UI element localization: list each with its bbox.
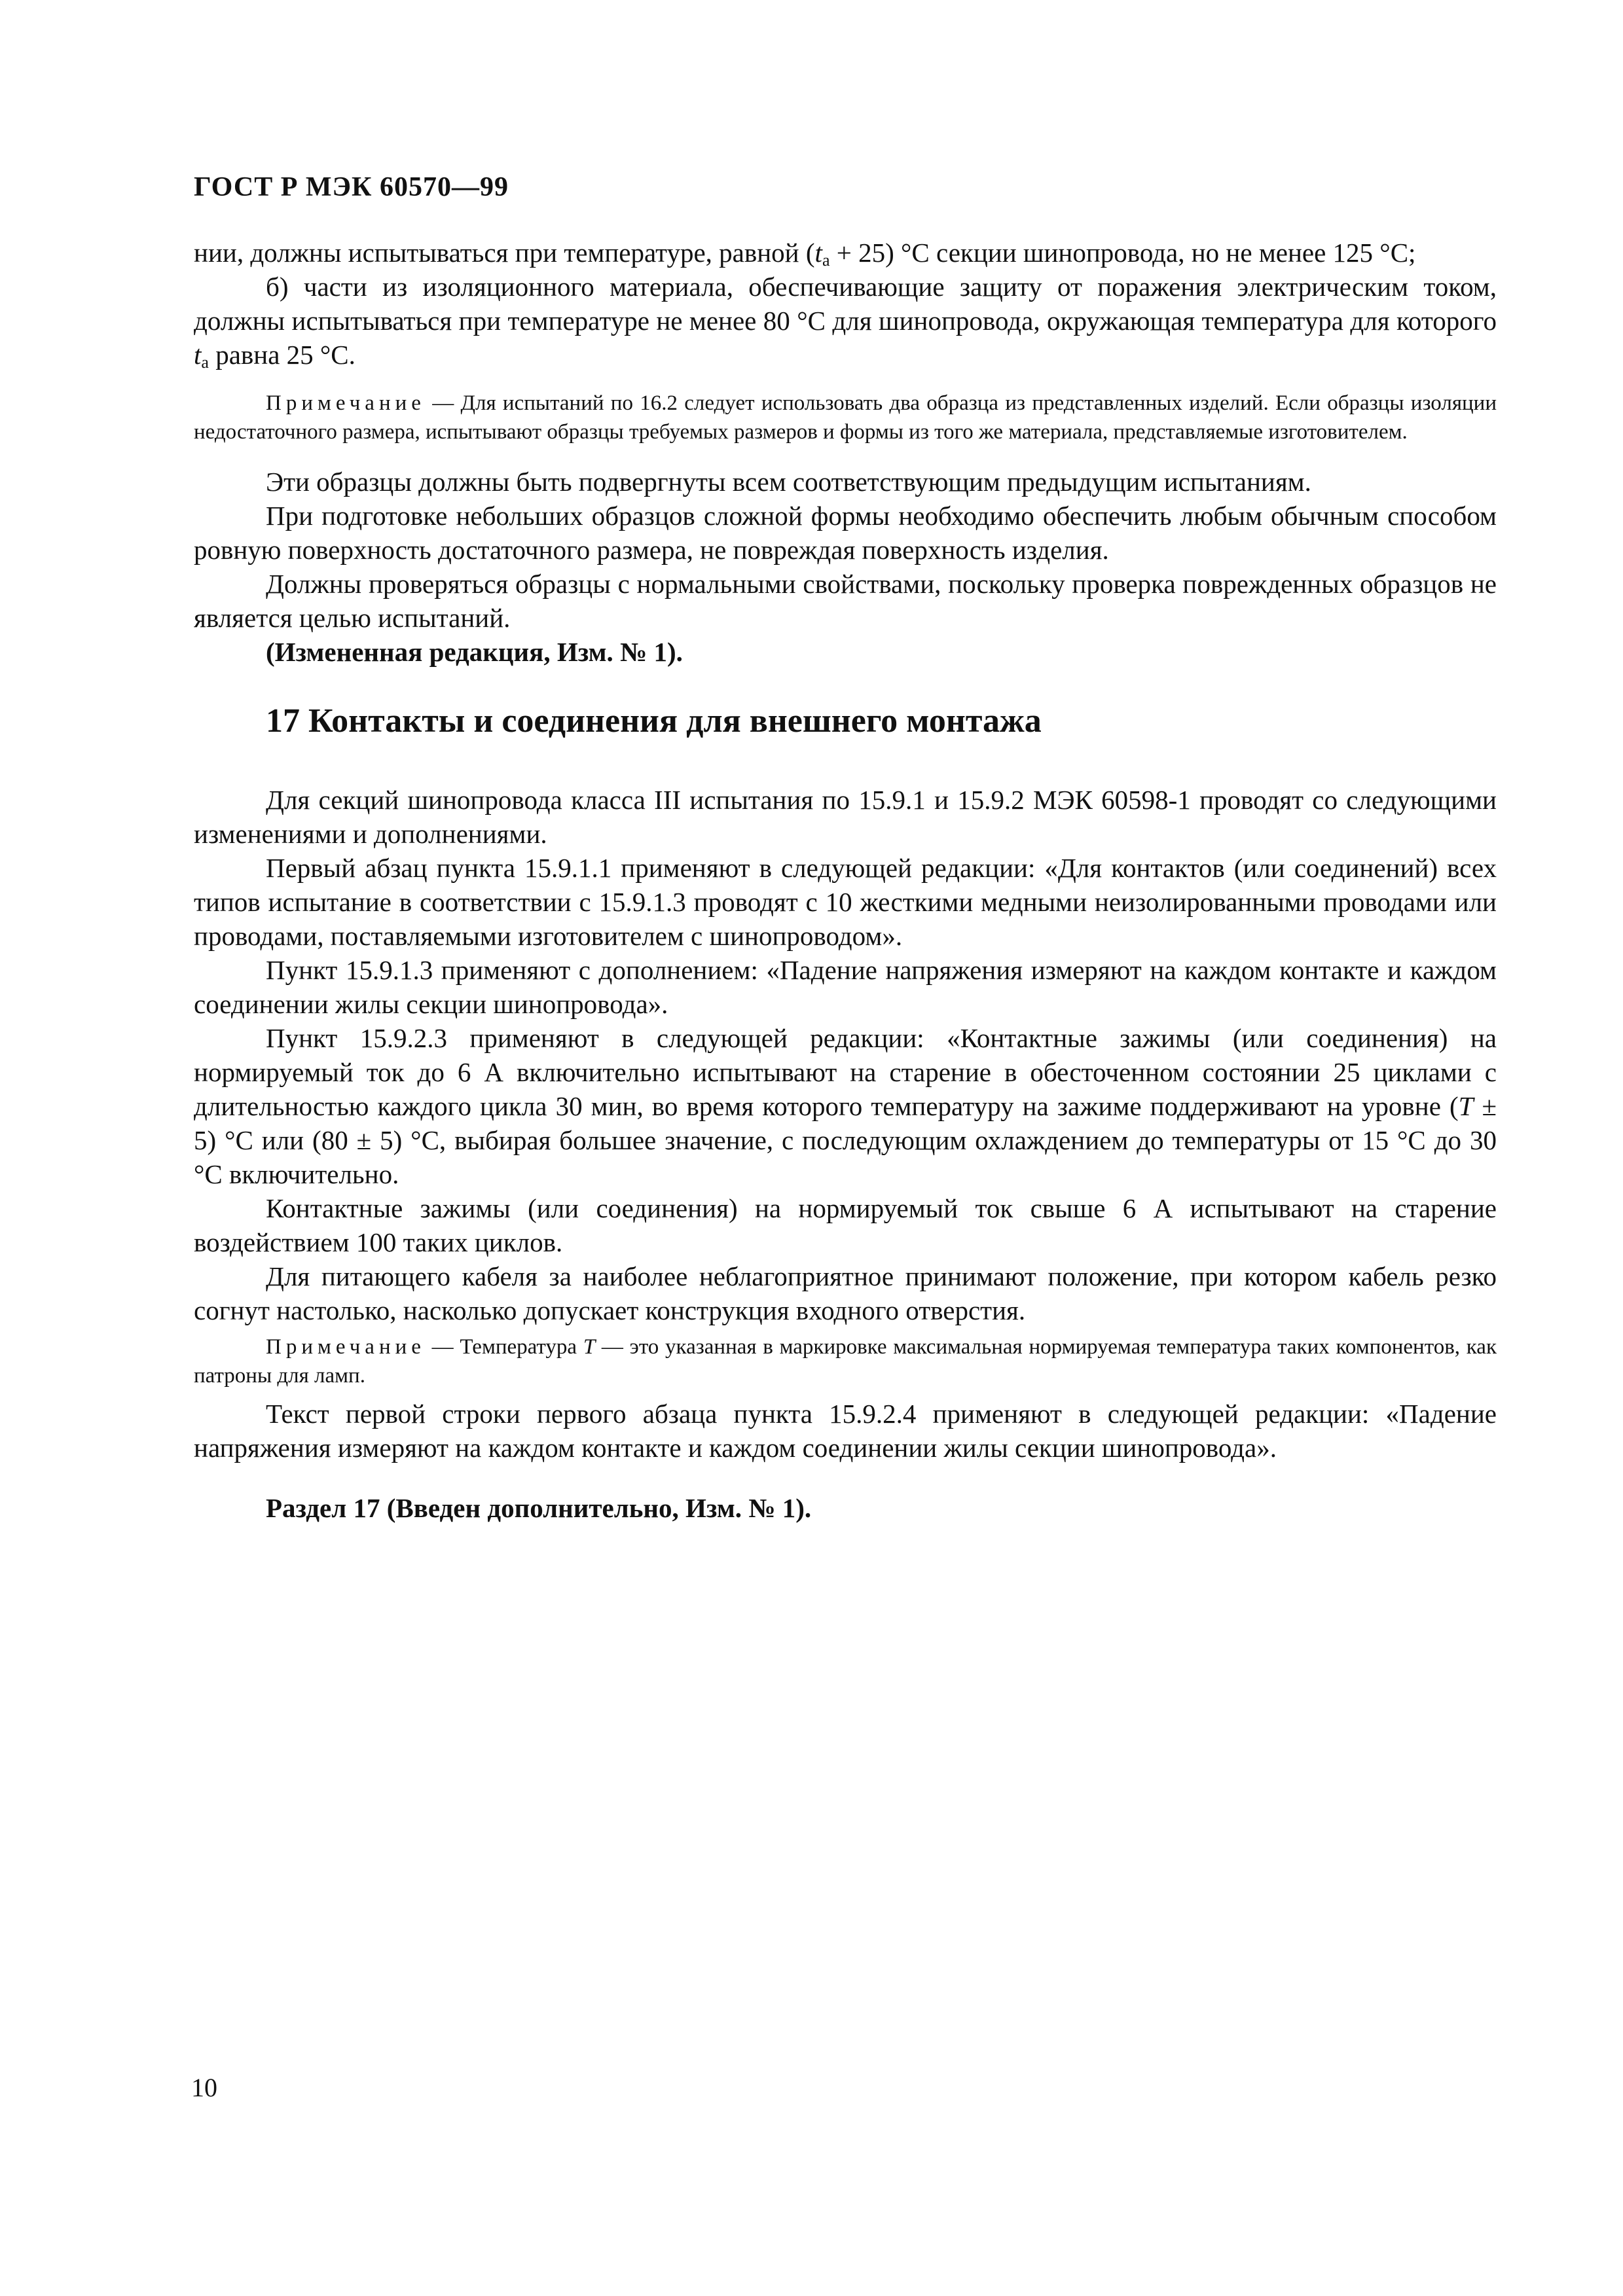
section-paragraph-3: Пункт 15.9.1.3 применяют с дополнением: «Падение напряжения измеряют на каждом контакте и каждом соединении жилы секции шинопровода».: [194, 955, 1497, 1019]
text-span: ± 5) °С или (80 ± 5) °С, выбирая большее значение, с последующим охлаждением до температуры от 15 °С до 30 °С включительно.: [194, 1091, 1497, 1189]
text-span: нии, должны испытываться при температуре, равной (: [194, 238, 815, 268]
section-paragraph-7: Текст первой строки первого абзаца пункта 15.9.2.4 применяют в следующей редакции: «Падение напряжения измеряют на каждом контакте и каждом соединении жилы секции шинопровода».: [194, 1399, 1497, 1463]
document-header: ГОСТ Р МЭК 60570—99: [194, 172, 509, 202]
note-1: [194, 389, 1497, 446]
section-paragraph-6: Для питающего кабеля за наиболее неблагоприятное принимают положение, при котором кабель резко согнут настолько, насколько допускает конструкция входного отверстия.: [194, 1261, 1497, 1325]
section-paragraph-4: [194, 1021, 1497, 1191]
amendment-note: (Измененная редакция, Изм. № 1).: [266, 637, 683, 667]
text-span: равна 25 °С.: [208, 340, 356, 370]
note-label: Примечание: [266, 391, 426, 415]
section-paragraph-1: Для секций шинопровода класса III испытания по 15.9.1 и 15.9.2 МЭК 60598-1 проводят со следующими изменениями и дополнениями.: [194, 785, 1497, 849]
paragraph-continuation: [194, 236, 1497, 270]
text-span: + 25) °С секции шинопровода, но не менее 125 °С;: [830, 238, 1416, 268]
section-paragraph-5: Контактные зажимы (или соединения) на нормируемый ток свыше 6 А испытывают на старение воздействием 100 таких циклов.: [194, 1193, 1497, 1257]
section-paragraph-2: Первый абзац пункта 15.9.1.1 применяют в следующей редакции: «Для контактов (или соединений) всех типов испытание в соответствии с 15.9.1.3 проводят с 10 жесткими медными неизолированными проводами или проводами, поставляемыми изготовителем с шинопроводом».: [194, 853, 1497, 951]
note-label: Примечание: [266, 1335, 426, 1359]
paragraph-normal-properties: Должны проверяться образцы с нормальными свойствами, поскольку проверка поврежденных образцов не является целью испытаний.: [194, 569, 1497, 633]
variable-T: T: [583, 1335, 596, 1359]
note-text: — это указанная в маркировке максимальная нормируемая температура таких компонентов, как патроны для ламп.: [194, 1335, 1497, 1388]
variable-T: T: [1458, 1091, 1474, 1121]
variable-t: t: [194, 340, 202, 370]
subscript-a: a: [201, 353, 209, 372]
page-content: [194, 236, 1497, 1525]
paragraph-item-b: [194, 270, 1497, 372]
page-number: 10: [191, 2073, 217, 2102]
subscript-a: a: [822, 251, 830, 270]
variable-t: t: [814, 238, 822, 268]
section-amendment-note: Раздел 17 (Введен дополнительно, Изм. № 1).: [266, 1493, 812, 1523]
paragraph-samples: Эти образцы должны быть подвергнуты всем соответствующим предыдущим испытаниям.: [266, 467, 1311, 497]
text-span: Пункт 15.9.2.3 применяют в следующей редакции: «Контактные зажимы (или соединения) на нормируемый ток до 6 А включительно испытывают на старение в обесточенном состоянии 25 циклами с длительностью каждого цикла 30 мин, во время которого температуру на зажиме поддерживают на уровне (: [194, 1023, 1497, 1121]
note-text: — Для испытаний по 16.2 следует использовать два образца из представленных изделий. Если образцы изоляции недостаточного размера, испытывают образцы требуемых размеров и формы из того же материала, представляемые изготовителем.: [194, 391, 1497, 444]
note-2: [194, 1333, 1497, 1390]
note-text: — Температура: [425, 1335, 583, 1359]
text-span: б) части из изоляционного материала, обеспечивающие защиту от поражения электрическим током, должны испытываться при температуре не менее 80 °С для шинопровода, окружающая температура для которого: [194, 272, 1497, 336]
section-title: 17 Контакты и соединения для внешнего монтажа: [266, 702, 1042, 740]
paragraph-preparation: При подготовке небольших образцов сложной формы необходимо обеспечить любым обычным способом ровную поверхность достаточного размера, не повреждая поверхность изделия.: [194, 501, 1497, 565]
